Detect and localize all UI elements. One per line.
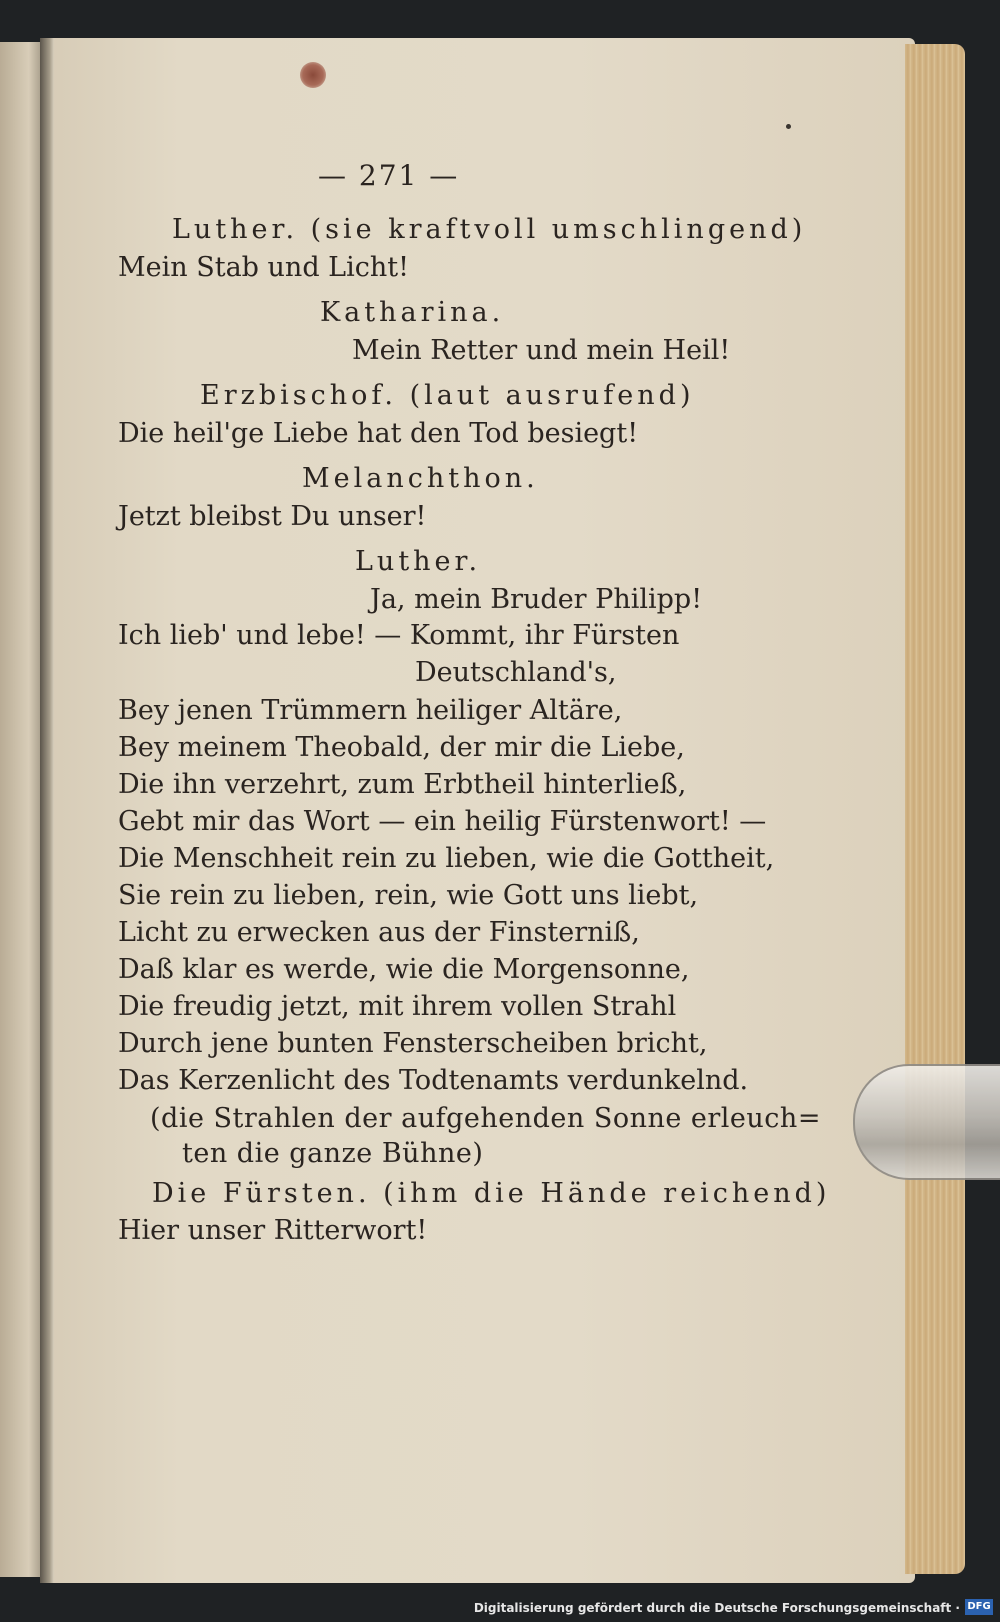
book-gutter [40, 38, 54, 1583]
speaker-line: Melanchthon. [302, 463, 539, 494]
dfg-logo: DFG [965, 1599, 993, 1615]
stage-direction: (die Strahlen der aufgehenden Sonne erleuch= [150, 1103, 821, 1134]
verse-line: Gebt mir das Wort — ein heilig Fürstenwort! — [118, 806, 767, 837]
ink-stain [300, 62, 326, 88]
speck [786, 124, 791, 129]
verse-line: Das Kerzenlicht des Todtenamts verdunkelnd. [118, 1065, 749, 1096]
footer-credit: Digitalisierung gefördert durch die Deutsche Forschungsgemeinschaft · [473, 1601, 960, 1615]
verse-line: Daß klar es werde, wie die Morgensonne, [118, 954, 690, 985]
page-number: — 271 — [318, 159, 460, 192]
verse-line: Die Menschheit rein zu lieben, wie die Gottheit, [118, 843, 775, 874]
speaker-line: Luther. (sie kraftvoll umschlingend) [172, 214, 807, 245]
verse-line: Bey meinem Theobald, der mir die Liebe, [118, 732, 685, 763]
verse-line: Ich lieb' und lebe! — Kommt, ihr Fürsten [118, 620, 680, 651]
verse-line: Die freudig jetzt, mit ihrem vollen Strahl [118, 991, 677, 1022]
verse-line: Jetzt bleibst Du unser! [118, 501, 427, 532]
verse-line: Ja, mein Bruder Philipp! [370, 584, 703, 615]
speaker-line: Die Fürsten. (ihm die Hände reichend) [152, 1178, 831, 1209]
page-clip [853, 1064, 1000, 1180]
verse-line: Durch jene bunten Fensterscheiben bricht, [118, 1028, 708, 1059]
page-edges [905, 44, 965, 1574]
verse-line: Deutschland's, [415, 657, 617, 688]
verse-line: Mein Retter und mein Heil! [352, 335, 731, 366]
verse-line: Die ihn verzehrt, zum Erbtheil hinterließ, [118, 769, 687, 800]
verse-line: Bey jenen Trümmern heiliger Altäre, [118, 695, 623, 726]
verse-line: Mein Stab und Licht! [118, 252, 409, 283]
speaker-line: Erzbischof. (laut ausrufend) [200, 380, 695, 411]
speaker-line: Katharina. [320, 297, 505, 328]
verse-line: Die heil'ge Liebe hat den Tod besiegt! [118, 418, 639, 449]
verse-line: Hier unser Ritterwort! [118, 1215, 428, 1246]
stage-direction: ten die ganze Bühne) [182, 1138, 484, 1169]
verse-line: Sie rein zu lieben, rein, wie Gott uns liebt, [118, 880, 699, 911]
verse-line: Licht zu erwecken aus der Finsterniß, [118, 917, 640, 948]
speaker-line: Luther. [355, 546, 482, 577]
